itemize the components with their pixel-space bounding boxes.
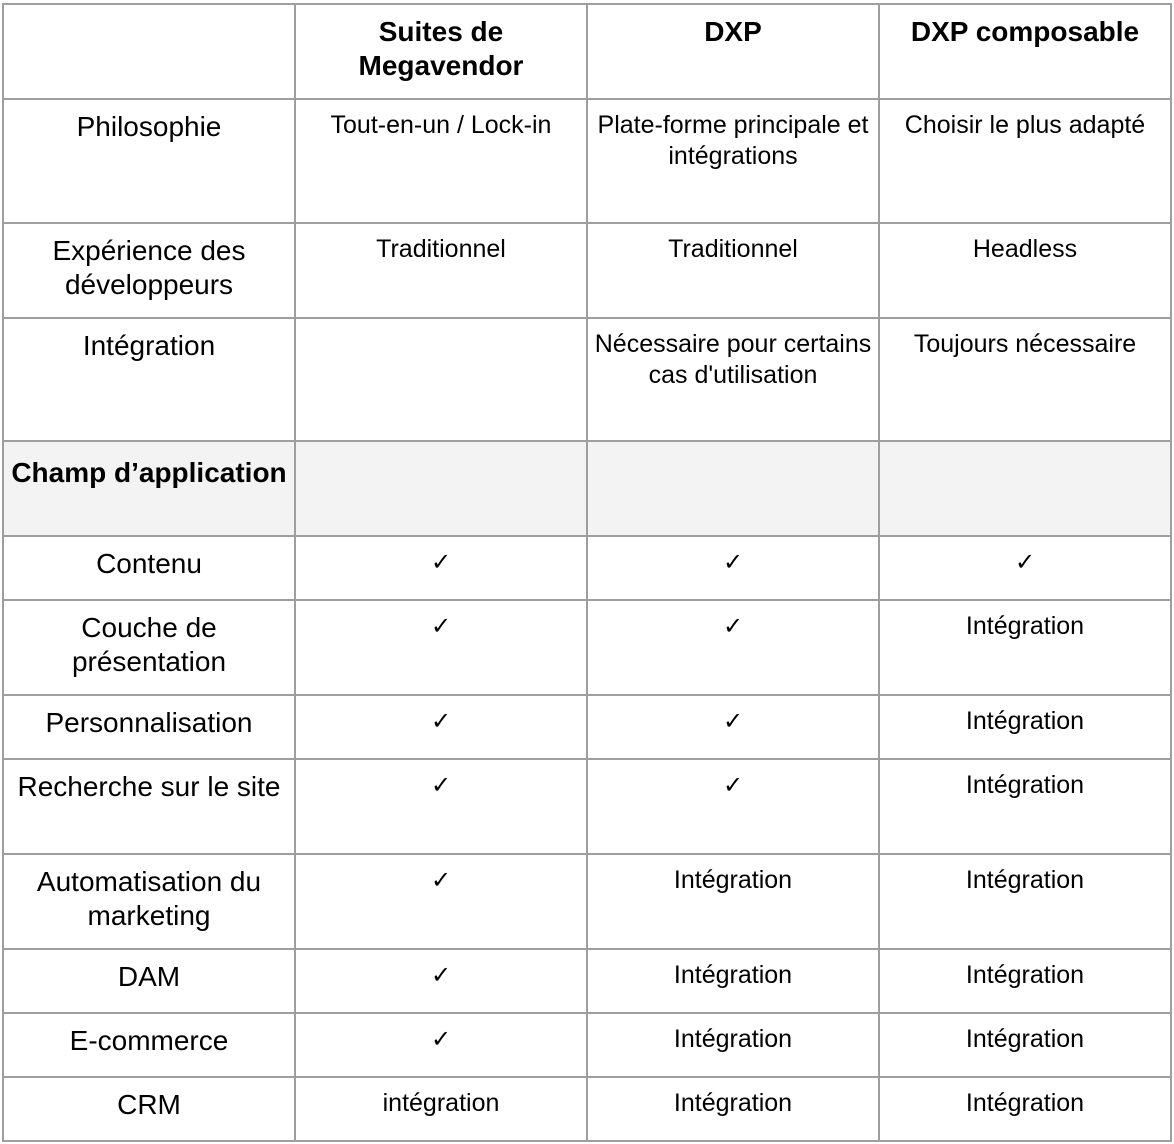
header-cell-empty [3,4,295,99]
table-row [3,536,1171,600]
check-icon: ✓ [722,612,744,640]
check-icon: ✓ [722,707,744,735]
table-cell: Tout-en-un / Lock-in [295,99,587,223]
row-label: Automatisation du marketing [3,854,295,949]
section-row [3,441,1171,536]
table-cell: Intégration [587,854,879,949]
table-cell: Nécessaire pour certains cas d'utilisation [587,318,879,441]
table-cell [587,600,879,695]
table-row [3,99,1171,223]
table-cell: Traditionnel [295,223,587,318]
section-cell [587,441,879,536]
table-cell: Traditionnel [587,223,879,318]
table-cell [879,536,1171,600]
table-cell [295,536,587,600]
table-cell: intégration [295,1077,587,1141]
comparison-table [2,3,1172,1142]
check-icon: ✓ [430,548,452,576]
check-icon: ✓ [1014,548,1036,576]
table-cell: Headless [879,223,1171,318]
table-cell: Toujours nécessaire [879,318,1171,441]
table-cell: Intégration [879,759,1171,854]
table-cell [295,600,587,695]
check-icon: ✓ [430,707,452,735]
table-cell: Intégration [587,1077,879,1141]
header-cell-dxp: DXP [587,4,879,99]
section-cell [879,441,1171,536]
table-row [3,854,1171,949]
table-row [3,223,1171,318]
table-row [3,318,1171,441]
section-cell [295,441,587,536]
table-cell [295,318,587,441]
table-cell [587,695,879,759]
row-label: E-commerce [3,1013,295,1077]
table-cell: Intégration [879,1013,1171,1077]
table-cell: Intégration [587,949,879,1013]
check-icon: ✓ [430,771,452,799]
table-cell: Intégration [879,854,1171,949]
row-label: Recherche sur le site [3,759,295,854]
check-icon: ✓ [430,866,452,894]
check-icon: ✓ [430,1025,452,1053]
check-icon: ✓ [430,961,452,989]
table-cell: Plate-forme principale et intégrations [587,99,879,223]
check-icon: ✓ [722,548,744,576]
table-cell: Intégration [879,600,1171,695]
table-cell: Intégration [879,949,1171,1013]
header-cell-dxp-composable: DXP composable [879,4,1171,99]
table-cell [587,759,879,854]
row-label: CRM [3,1077,295,1141]
row-label: Philosophie [3,99,295,223]
table-cell [295,949,587,1013]
table-row [3,600,1171,695]
row-label: Personnalisation [3,695,295,759]
table-row [3,695,1171,759]
table-cell [587,536,879,600]
table-cell: Intégration [587,1013,879,1077]
table-cell [295,1013,587,1077]
section-label: Champ d’application [3,441,295,536]
table-cell: Choisir le plus adapté [879,99,1171,223]
row-label: Intégration [3,318,295,441]
table-cell: Intégration [879,695,1171,759]
check-icon: ✓ [430,612,452,640]
table-cell: Intégration [879,1077,1171,1141]
table-cell [295,695,587,759]
row-label: Expérience des développeurs [3,223,295,318]
check-icon: ✓ [722,771,744,799]
row-label: Contenu [3,536,295,600]
table-row [3,949,1171,1013]
header-row [3,4,1171,99]
row-label: DAM [3,949,295,1013]
row-label: Couche de présentation [3,600,295,695]
header-cell-megavendor: Suites de Megavendor [295,4,587,99]
table-row [3,1077,1171,1141]
table-cell [295,759,587,854]
table-row [3,759,1171,854]
table-row [3,1013,1171,1077]
table-cell [295,854,587,949]
